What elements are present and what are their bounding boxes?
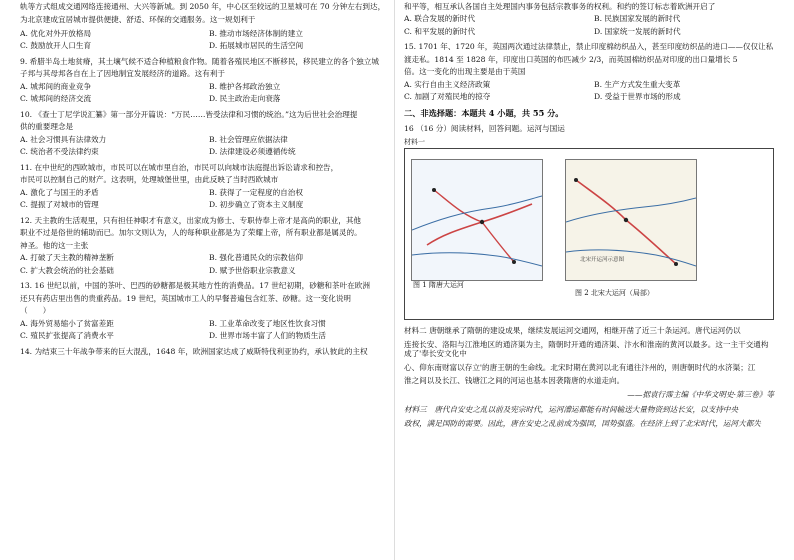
q11-options bbox=[20, 188, 388, 210]
column-divider bbox=[394, 0, 395, 560]
q10-options bbox=[20, 135, 388, 157]
q8-option-b[interactable]: B. 推动市场经济体制的建立 bbox=[209, 28, 303, 38]
q8-stem-line: 轨等方式组成交通网络连接通州、大兴等新城。到 2050 年，中心区至较远的卫星城可在 70 分钟左右到达， bbox=[20, 2, 386, 11]
q10-option-c[interactable]: C. 统治者不受法律约束 bbox=[20, 147, 99, 157]
q15-option-d[interactable]: D. 受益于世界市场的形成 bbox=[594, 92, 681, 102]
q9-stem-line: 9. 希腊半岛土地贫瘠，其土壤气候不适合种植粮食作物。随着各殖民地区不断移民，移民建立的各个独立城 bbox=[20, 56, 379, 66]
q9-stem-line: 子邦与其母邦各自在上了因地制宜发展经济的道路。这有利于 bbox=[20, 69, 226, 79]
q12-stem-line: 神圣。他的这一主张 bbox=[20, 240, 89, 250]
q9-options bbox=[20, 82, 388, 104]
q15-stem-line: 渡走私。1814 至 1828 年，印度出口英国的布匹减少 2/3，而英国棉纺织品对印度的出口量增长 5 bbox=[404, 54, 738, 64]
figure-1-caption: 图 1 隋唐大运河 bbox=[413, 281, 464, 290]
material-two-line: 心、仰东南财富以存立'的唐王朝的生命线。北宋时期在黄河以北有通往汴州的，则唐朝时代的水济渠；江 bbox=[404, 362, 756, 372]
map-one-graphic bbox=[412, 160, 542, 280]
material-two-line: 连接长安、洛阳与江淮地区的通济渠为主，隋朝时开通的通济渠、汴水和淮南的黄河以最多。这一主干交通构成了'奉长安文化中 bbox=[404, 339, 769, 359]
q12-option-d[interactable]: D. 赋予世俗职业宗教意义 bbox=[209, 265, 296, 275]
q9-option-a[interactable]: A. 城邦间的商业竞争 bbox=[20, 81, 92, 91]
material-two-line: 淮之间以及长江、钱塘江之间的河运也基本因袭隋唐的水道走向。 bbox=[404, 376, 625, 386]
q11-option-b[interactable]: B. 获得了一定程度的自治权 bbox=[209, 187, 303, 197]
q12-option-a[interactable]: A. 打破了天主教的精神垄断 bbox=[20, 253, 114, 263]
material-two-citation: ——据袁行霈主编《中华文明史·第三卷》等 bbox=[627, 389, 774, 399]
material-two-line: 材料二 唐朝继承了隋朝的建设成果，继续发展运河交通网，相继开凿了近三十条运河。唐代运河仍以 bbox=[404, 326, 741, 336]
material-three-line: 政权，满足国防的需要。因此，唐在安史之乱前成为强国，国势强盛。在经济上到了北宋时代，运河大都失 bbox=[404, 418, 761, 428]
q13-stem-line: 13. 16 世纪以前，中国的茶叶、巴西的砂糖都是极其地方性的消费品。17 世纪初期，砂糖和茶叶在欧洲 bbox=[20, 281, 370, 291]
q9-option-c[interactable]: C. 城邦间的经济交流 bbox=[20, 94, 92, 104]
map-two-legend: 北宋开运河示意图 bbox=[580, 257, 625, 264]
q11-option-c[interactable]: C. 提振了对城市的管理 bbox=[20, 200, 99, 210]
q10-option-d[interactable]: D. 法律建设必须遵循传统 bbox=[209, 147, 296, 157]
q13-stem-line: 还只有药店里出售的贵重药品。19 世纪，英国城市工人的早餐普遍包含红茶、砂糖。这一变化说明 bbox=[20, 293, 352, 303]
q14-stem-line: 14. 为结束三十年战争带来的巨大混乱，1648 年，欧洲国家达成了威斯特伐利亚协约，承认彼此的主权 bbox=[20, 346, 368, 356]
q12-stem-line: 职业不过是俗世的辅助而已。加尔文则认为，人的每种职业都是为了荣耀上帝，所有职业都是属灵的。 bbox=[20, 228, 362, 238]
q12-stem-line: 12. 天主教的生活观里，只有担任神职才有意义，出家成为修士、专职侍奉上帝才是高尚的职业，其他 bbox=[20, 215, 362, 225]
q13-option-a[interactable]: A. 海外贸易缩小了贫富差距 bbox=[20, 318, 114, 328]
q11-stem-line: 11. 在中世纪的西欧城市，市民可以在城市里自治，市民可以向城市法庭提出诉讼请求和控告， bbox=[20, 162, 339, 172]
q8-option-c[interactable]: C. 鼓励放开人口生育 bbox=[20, 41, 92, 51]
map-sui-tang-canal bbox=[411, 159, 543, 281]
q11-option-d[interactable]: D. 初步确立了资本主义制度 bbox=[209, 200, 304, 210]
q15-option-c[interactable]: C. 加剧了对殖民地的掠夺 bbox=[404, 92, 491, 102]
q8-options bbox=[20, 29, 388, 51]
q12-option-c[interactable]: C. 扩大教会统治的社会基础 bbox=[20, 265, 114, 275]
q9-option-b[interactable]: B. 维护各邦政治独立 bbox=[209, 81, 281, 91]
q15-stem-line: 15. 1701 年、1720 年，英国两次通过法律禁止，禁止印度棉纺织品入，甚至印度纺织品的进口——仅仅让私 bbox=[404, 42, 774, 52]
q11-stem-line: 市民可以控制自己的财产。这表明，处理城堡世里，由此反映了当时西欧城市 bbox=[20, 175, 279, 185]
q15-option-a[interactable]: A. 实行自由主义经济政策 bbox=[404, 79, 491, 89]
q15-options bbox=[404, 80, 774, 102]
figure-panel bbox=[404, 148, 774, 320]
q14-option-d[interactable]: D. 国家统一发展的新时代 bbox=[594, 26, 681, 36]
q11-option-a[interactable]: A. 激化了与国王的矛盾 bbox=[20, 187, 99, 197]
q14-options bbox=[404, 14, 774, 36]
q8-option-a[interactable]: A. 优化对外开放格局 bbox=[20, 28, 92, 38]
q14-option-b[interactable]: B. 民族国家发展的新时代 bbox=[594, 14, 681, 24]
q13-option-c[interactable]: C. 殖民扩张提高了消费水平 bbox=[20, 331, 114, 341]
material-three-line: 材料三 唐代自安史之乱以前及宪宗时代，运河漕运都能有时间输送大量物资到达长安，以支持中央 bbox=[404, 405, 739, 415]
q10-stem-line: 供的重要理念是 bbox=[20, 122, 74, 132]
q15-option-b[interactable]: B. 生产方式发生重大变革 bbox=[594, 79, 681, 89]
q14-stem-cont: 和平等，相互承认各国自主处理国内事务包括宗教事务的权利。和约的签订标志着欧洲开启了 bbox=[404, 2, 716, 11]
q16-stem: 16 （16 分）阅读材料，回答问题。运河与国运 bbox=[404, 124, 565, 134]
q13-stem-line: （ ） bbox=[20, 306, 51, 316]
q10-stem-line: 10. 《查士丁尼学说汇纂》第一部分开篇说：“万民……皆受法律和习惯的统治。”这为后世社会治理提 bbox=[20, 109, 358, 119]
q8-stem-line: 为北京建成宜居城市提供便捷、舒适、环保的交通服务。这一规划利于 bbox=[20, 15, 256, 25]
q13-options bbox=[20, 319, 388, 341]
section-title: 二、非选择题：本题共 4 小题，共 55 分。 bbox=[404, 107, 564, 118]
q14-option-a[interactable]: A. 联合发展的新时代 bbox=[404, 14, 476, 24]
q9-option-d[interactable]: D. 民主政治走向衰落 bbox=[209, 94, 281, 104]
q10-option-b[interactable]: B. 社会管理应依据法律 bbox=[209, 134, 288, 144]
left-column bbox=[20, 2, 388, 359]
q15-stem-line: 倍。这一变化的出现主要是由于英国 bbox=[404, 67, 526, 77]
q14-option-c[interactable]: C. 和平发展的新时代 bbox=[404, 26, 476, 36]
figure-2-caption: 图 2 北宋大运河（局部） bbox=[575, 289, 654, 298]
q10-option-a[interactable]: A. 社会习惯具有法律效力 bbox=[20, 134, 107, 144]
right-column bbox=[404, 2, 774, 432]
q8-option-d[interactable]: D. 拓展城市居民的生活空间 bbox=[209, 41, 304, 51]
q12-option-b[interactable]: B. 强化普通民众的宗教信仰 bbox=[209, 253, 303, 263]
q13-option-b[interactable]: B. 工业革命改变了地区性饮食习惯 bbox=[209, 318, 326, 328]
material-one-label: 材料一 bbox=[404, 137, 425, 146]
q12-options bbox=[20, 253, 388, 275]
q13-option-d[interactable]: D. 世界市场丰富了人们的物质生活 bbox=[209, 331, 326, 341]
